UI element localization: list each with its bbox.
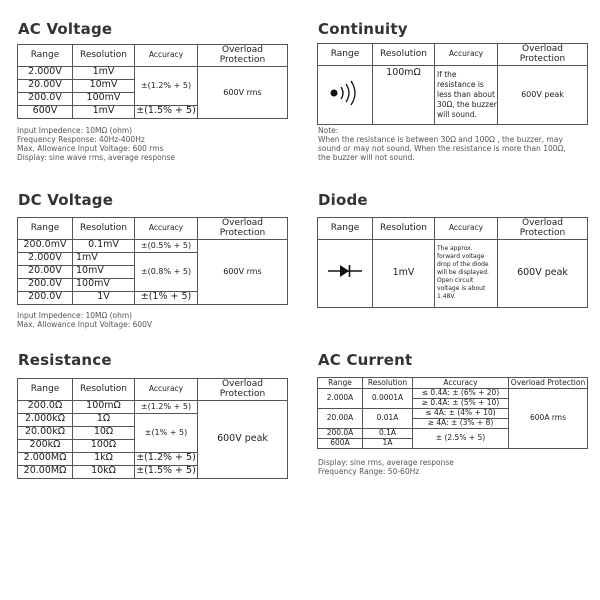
resolution-cell: 0.1A	[363, 429, 413, 439]
accuracy-cell: ±(1% + 5)	[135, 413, 198, 452]
header-overload: Overload Protection	[498, 218, 588, 240]
table-row	[318, 239, 588, 307]
header-range: Range	[18, 45, 73, 67]
note-line: Display: sine rms, average response	[318, 458, 454, 467]
header-overload: Overload Protection	[198, 218, 288, 240]
header-range: Range	[18, 379, 73, 401]
dc-voltage-title: DC Voltage	[18, 191, 114, 209]
header-overload: Overload Protection	[198, 379, 288, 401]
range-cell: 200.0A	[318, 429, 363, 439]
note-line: sound or may not sound. When the resistance is more than 100Ω,	[318, 144, 566, 153]
overload-cell: 600A rms	[509, 389, 588, 449]
header-overload: Overload Protection	[509, 378, 588, 389]
accuracy-cell: ±(0.5% + 5)	[135, 239, 198, 252]
range-cell: 200kΩ	[18, 439, 73, 452]
header-accuracy: Accuracy	[135, 45, 198, 67]
range-cell: 200.0V	[18, 291, 73, 304]
header-accuracy: Accuracy	[135, 218, 198, 240]
range-cell: 2.000V	[18, 252, 73, 265]
range-cell: 2.000MΩ	[18, 452, 73, 465]
header-overload: Overload Protection	[198, 45, 288, 67]
accuracy-cell: ±(1.2% + 5)	[135, 66, 198, 105]
resistance-table	[17, 378, 288, 479]
buzzer-icon	[325, 80, 365, 106]
range-cell: 20.00V	[18, 79, 73, 92]
accuracy-cell: ±(1.2% + 5)	[135, 400, 198, 413]
range-cell	[318, 65, 373, 124]
accuracy-cell: ±(1.2% + 5)	[136, 452, 196, 464]
header-accuracy: Accuracy	[413, 378, 509, 389]
header-resolution: Resolution	[373, 44, 435, 66]
accuracy-cell: If the resistance is less than about 30Ω, the buzzer will sound.	[435, 65, 498, 124]
range-cell: 2.000kΩ	[18, 413, 73, 426]
resolution-cell: 100mV	[73, 278, 135, 291]
resolution-cell: 1mV	[73, 252, 135, 265]
range-cell: 2.000V	[18, 66, 73, 79]
resolution-cell: 1kΩ	[73, 452, 135, 465]
accuracy-cell: ≤ 0.4A: ± (6% + 20)	[413, 389, 509, 399]
overload-cell: 600V rms	[198, 239, 288, 304]
ac-current-table	[317, 377, 588, 449]
header-overload: Overload Protection	[498, 44, 588, 66]
continuity-title: Continuity	[318, 20, 408, 38]
range-cell: 200.0mV	[18, 239, 73, 252]
overload-cell: 600V peak	[198, 400, 288, 478]
resolution-cell: 1mV	[73, 105, 135, 118]
header-range: Range	[318, 44, 373, 66]
accuracy-cell: ±(1.5% + 5)	[136, 105, 196, 117]
accuracy-cell: ±(1.5% + 5)	[136, 465, 196, 477]
ac-current-notes	[318, 458, 454, 476]
header-accuracy: Accuracy	[435, 218, 498, 240]
header-range: Range	[18, 218, 73, 240]
table-row	[18, 239, 288, 252]
range-cell: 600A	[318, 439, 363, 449]
diode-title: Diode	[318, 191, 368, 209]
dc-voltage-table	[17, 217, 288, 305]
range-cell: 20.00V	[18, 265, 73, 278]
resolution-cell: 1Ω	[73, 413, 135, 426]
accuracy-cell: ±(1% + 5)	[135, 291, 198, 304]
continuity-notes	[318, 126, 566, 162]
overload-cell: 600V rms	[198, 66, 288, 118]
diode-table	[317, 217, 588, 308]
continuity-table	[317, 43, 588, 125]
range-cell: 2.000A	[318, 389, 363, 409]
header-resolution: Resolution	[73, 379, 135, 401]
range-cell: 200.0Ω	[18, 400, 73, 413]
note-line: Frequency Range: 50-60Hz	[318, 467, 420, 476]
resolution-cell: 0.01A	[363, 409, 413, 429]
overload-cell: 600V peak	[498, 239, 588, 307]
accuracy-cell: ± (2.5% + 5)	[413, 429, 509, 449]
resolution-cell: 100Ω	[73, 439, 135, 452]
header-range: Range	[318, 218, 373, 240]
resolution-cell: 1mV	[373, 239, 435, 307]
resolution-cell: 10kΩ	[73, 465, 135, 478]
note-line: Input Impedence: 10MΩ (ohm)	[17, 311, 133, 320]
table-row	[318, 389, 588, 399]
header-resolution: Resolution	[373, 218, 435, 240]
diode-icon	[325, 261, 365, 281]
accuracy-cell: The approx. forward voltage drop of the diode will be displayed. Open circuit voltage is about 1.48V.	[435, 239, 498, 307]
range-cell: 20.00MΩ	[18, 465, 73, 478]
note-line: Frequency Response: 40Hz-400Hz	[17, 135, 145, 144]
range-cell: 600V	[18, 105, 73, 118]
accuracy-cell: ≥ 4A: ± (3% + 8)	[413, 419, 509, 429]
header-resolution: Resolution	[73, 45, 135, 67]
resolution-cell: 1V	[73, 291, 135, 304]
accuracy-cell: ±(0.8% + 5)	[135, 252, 198, 291]
resolution-cell: 100mΩ	[73, 400, 135, 413]
dc-voltage-notes	[17, 311, 152, 329]
resolution-cell: 10Ω	[73, 426, 135, 439]
range-cell: 200.0V	[18, 278, 73, 291]
resolution-cell: 1mV	[73, 66, 135, 79]
ac-voltage-table	[17, 44, 288, 119]
note-line: Max. Allowance Input Voltage: 600 rms	[17, 144, 164, 153]
note-line: Note:	[318, 126, 339, 135]
resolution-cell: 100mV	[73, 92, 135, 105]
resolution-cell: 10mV	[73, 265, 135, 278]
note-line: When the resistance is between 30Ω and 100Ω , the buzzer, may	[318, 135, 563, 144]
header-accuracy: Accuracy	[435, 44, 498, 66]
resolution-cell: 1A	[363, 439, 413, 449]
range-cell: 20.00kΩ	[18, 426, 73, 439]
resolution-cell: 0.0001A	[363, 389, 413, 409]
ac-current-title: AC Current	[318, 351, 413, 369]
overload-cell: 600V peak	[498, 65, 588, 124]
table-row	[18, 400, 288, 413]
range-cell: 20.00A	[318, 409, 363, 429]
header-accuracy: Accuracy	[135, 379, 198, 401]
range-cell	[318, 239, 373, 307]
range-cell: 200.0V	[18, 92, 73, 105]
note-line: Max. Allowance Input Voltage: 600V	[17, 320, 153, 329]
accuracy-cell: ≤ 4A: ± (4% + 10)	[413, 409, 509, 419]
resolution-cell: 10mV	[73, 79, 135, 92]
ac-voltage-notes	[17, 126, 175, 162]
ac-voltage-title: AC Voltage	[18, 20, 113, 38]
header-resolution: Resolution	[363, 378, 413, 389]
resistance-title: Resistance	[18, 351, 112, 369]
accuracy-cell: ≥ 0.4A: ± (5% + 10)	[413, 399, 509, 409]
note-line: Input Impedence: 10MΩ (ohm)	[17, 126, 133, 135]
note-line: the buzzer will not sound.	[318, 153, 415, 162]
note-line: Display: sine wave rms, average response	[17, 153, 176, 162]
table-row	[18, 66, 288, 79]
header-range: Range	[318, 378, 363, 389]
resolution-cell: 0.1mV	[73, 239, 135, 252]
header-resolution: Resolution	[73, 218, 135, 240]
resolution-cell: 100mΩ	[373, 65, 435, 124]
table-row	[318, 65, 588, 124]
